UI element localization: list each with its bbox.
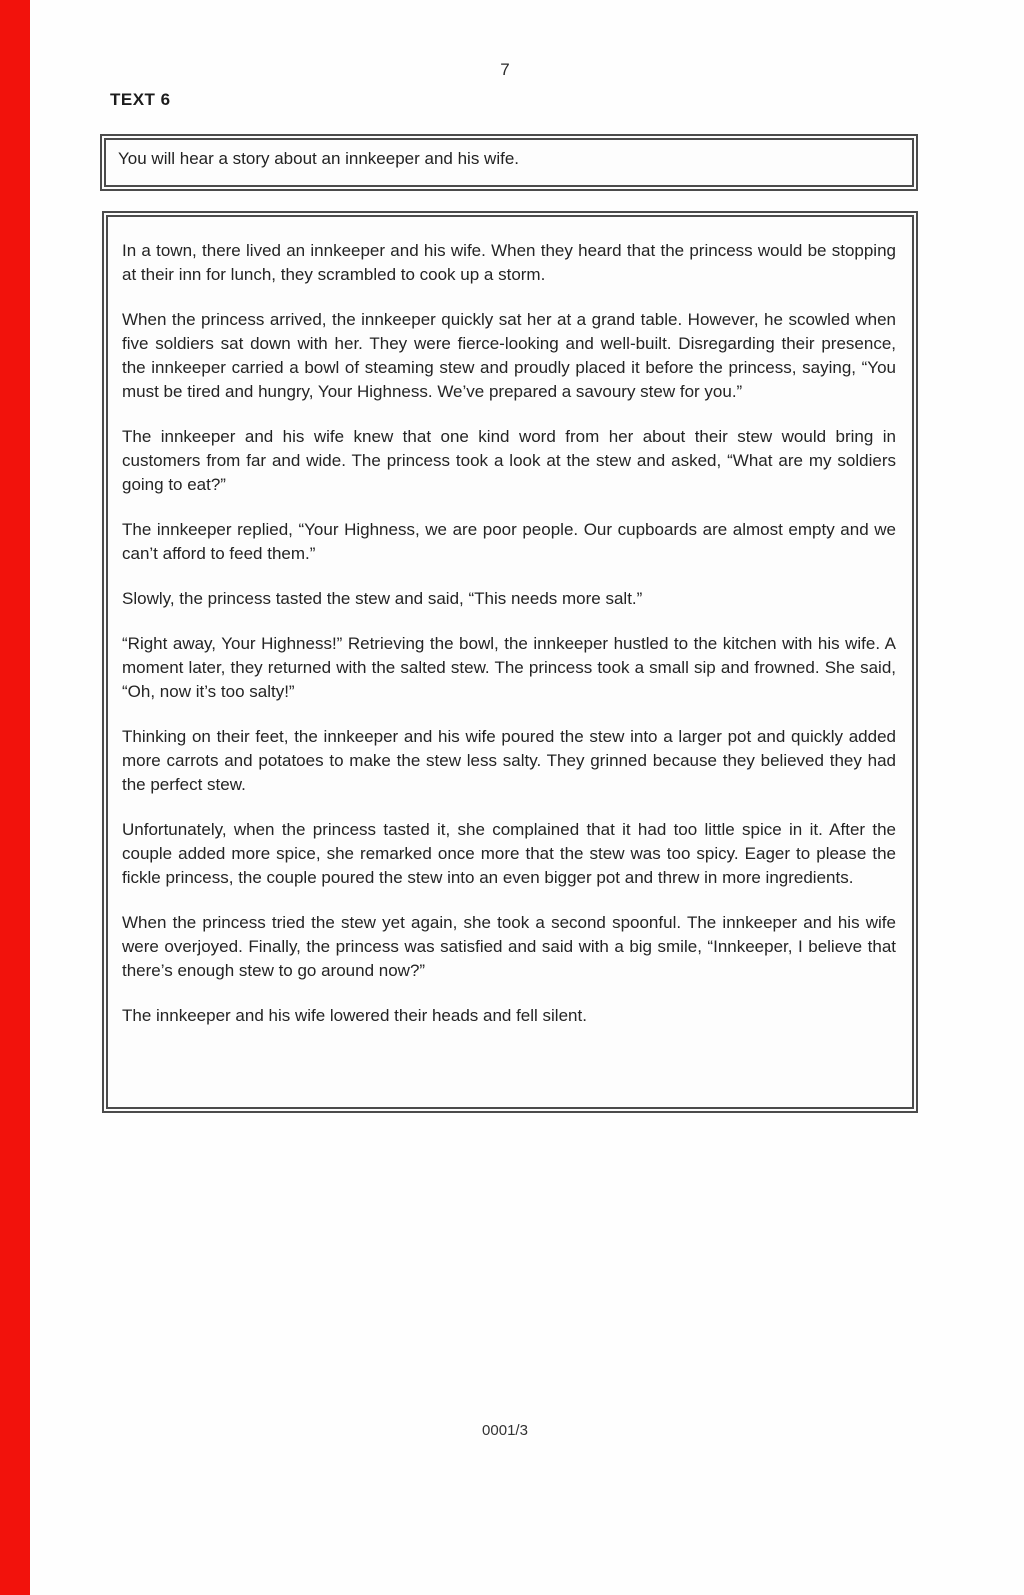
story-paragraph: Unfortunately, when the princess tasted it, she complained that it had too little spice in it. After the couple added more spice, she remarked once more that the stew was too spicy. Eager to please the fickle princess, the couple poured the stew into an even bigger pot and threw in more ingredients. bbox=[122, 820, 896, 887]
story-paragraph: The innkeeper and his wife lowered their heads and fell silent. bbox=[122, 1006, 587, 1025]
red-margin-strip bbox=[0, 0, 30, 1595]
story-paragraph: The innkeeper replied, “Your Highness, we are poor people. Our cupboards are almost empty and we can’t afford to feed them.” bbox=[122, 520, 896, 563]
text-heading: TEXT 6 bbox=[110, 90, 171, 109]
story-paragraph: Slowly, the princess tasted the stew and said, “This needs more salt.” bbox=[122, 589, 643, 608]
instruction-box bbox=[100, 134, 918, 191]
story-paragraph: “Right away, Your Highness!” Retrieving the bowl, the innkeeper hustled to the kitchen with his wife. A moment later, they returned with the salted stew. The princess took a small sip and frowned. She said, “Oh, now it’s too salty!” bbox=[122, 634, 896, 701]
story-paragraph: When the princess tried the stew yet again, she took a second spoonful. The innkeeper and his wife were overjoyed. Finally, the princess was satisfied and said with a big smile, “Innkeeper, I believe that there’s enough stew to go around now?” bbox=[122, 913, 896, 980]
instruction-text: You will hear a story about an innkeeper and his wife. bbox=[118, 149, 520, 168]
footer-code: 0001/3 bbox=[482, 1422, 528, 1439]
story-paragraph: When the princess arrived, the innkeeper quickly sat her at a grand table. However, he scowled when five soldiers sat down with her. They were fierce-looking and well-built. Disregarding their presence, the innkeeper carried a bowl of steaming stew and proudly placed it before the princess, saying, “You must be tired and hungry, Your Highness. We’ve prepared a savoury stew for you.” bbox=[122, 310, 896, 401]
story-paragraph: In a town, there lived an innkeeper and his wife. When they heard that the princess would be stopping at their inn for lunch, they scrambled to cook up a storm. bbox=[122, 241, 896, 284]
story-paragraph: The innkeeper and his wife knew that one kind word from her about their stew would bring in customers from far and wide. The princess took a look at the stew and asked, “What are my soldiers going to eat?” bbox=[122, 427, 896, 494]
page-number: 7 bbox=[500, 60, 510, 79]
story-box bbox=[102, 211, 918, 1113]
story-paragraph: Thinking on their feet, the innkeeper and his wife poured the stew into a larger pot and quickly added more carrots and potatoes to make the stew less salty. They grinned because they believed they had the perfect stew. bbox=[122, 727, 896, 794]
